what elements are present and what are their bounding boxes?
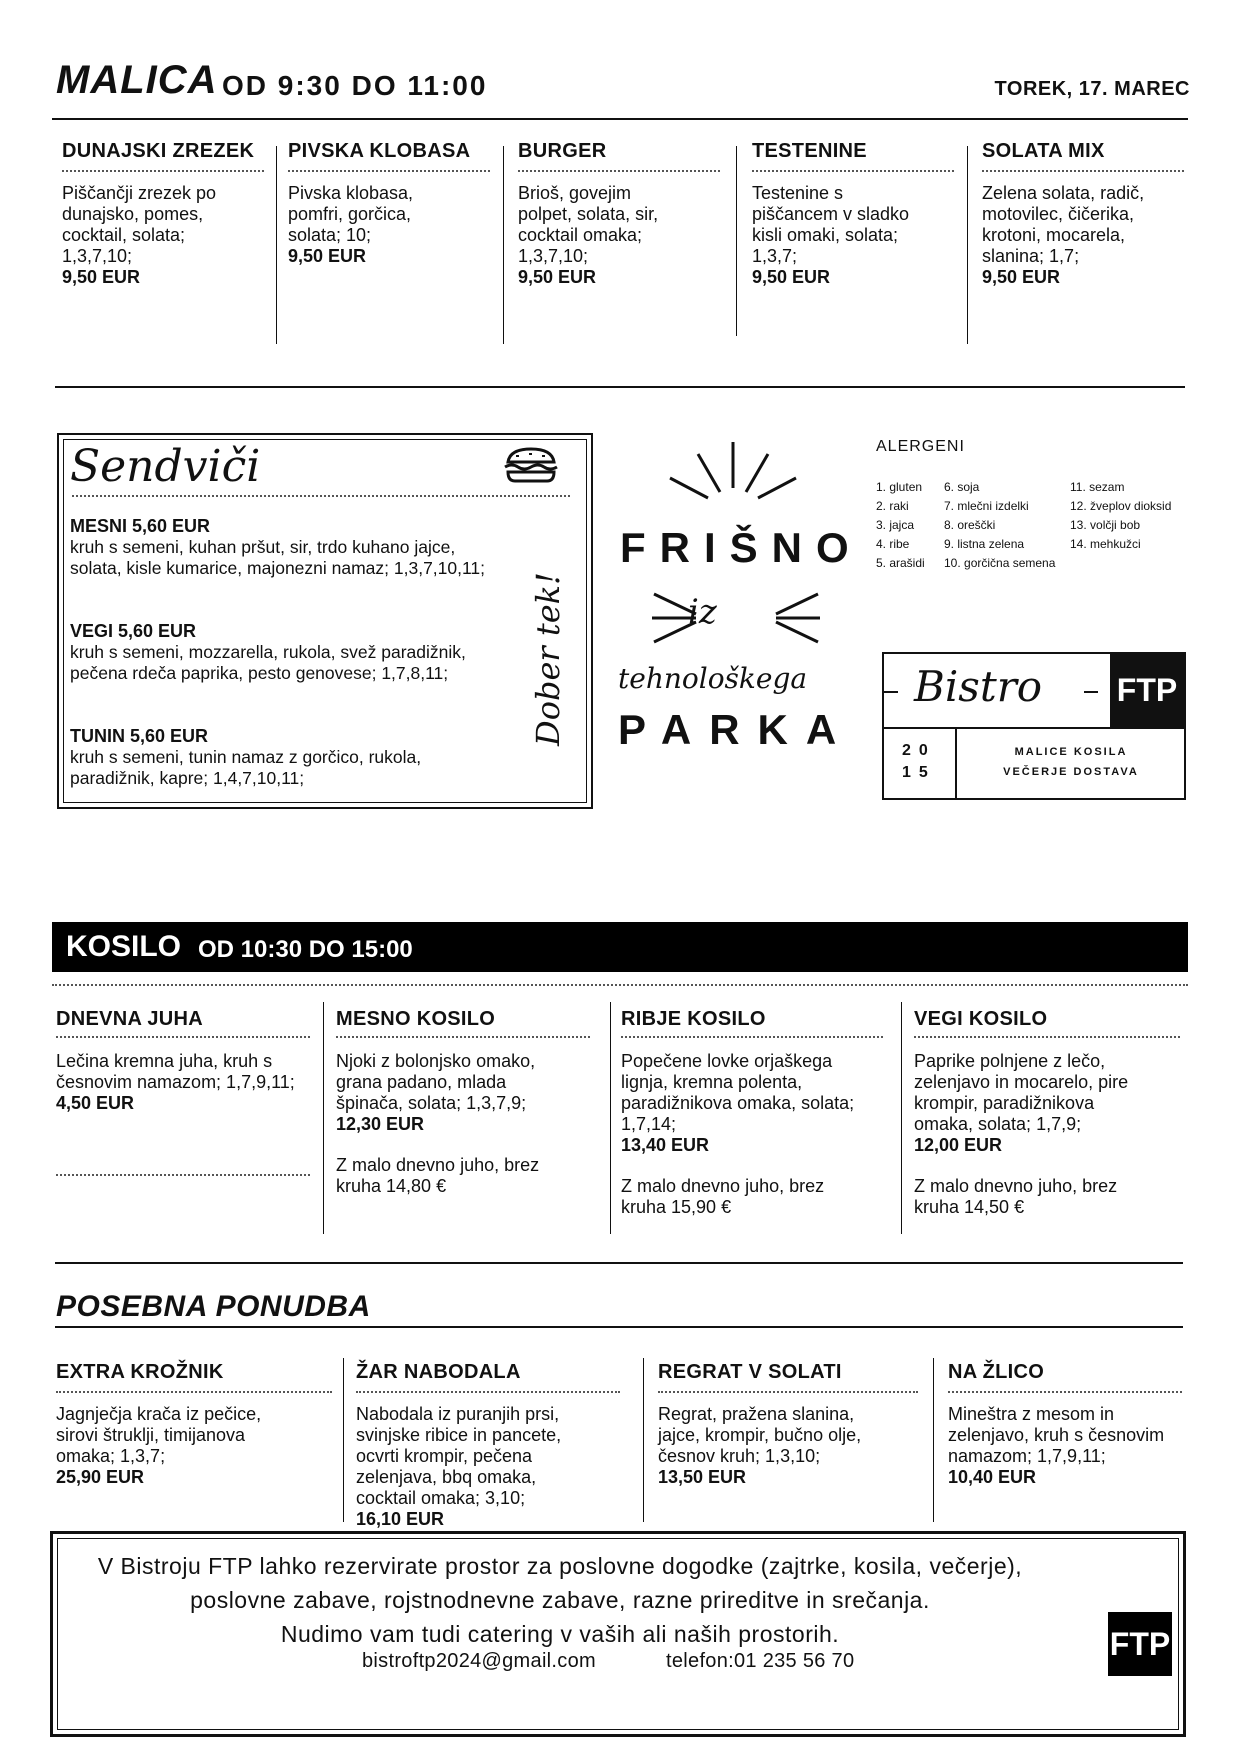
kosilo-item-desc: Lečina kremna juha, kruh s česnovim namazom; 1,7,9,11; 4,50 EUR	[56, 1051, 295, 1113]
footer-phone[interactable]: telefon:01 235 56 70	[666, 1650, 855, 1672]
sendvic-heading: MESNI 5,60 EUR	[70, 516, 211, 536]
kosilo-item-title: VEGI KOSILO	[914, 1008, 1048, 1030]
column-divider	[503, 146, 504, 344]
column-divider	[901, 1002, 902, 1234]
price: 13,50 EUR	[658, 1467, 747, 1487]
price: 16,10 EUR	[356, 1509, 445, 1529]
footer-text-line: V Bistroju FTP lahko rezervirate prostor za poslovne dogodke (zajtrke, kosila, večerje),	[97, 1553, 1023, 1579]
sendvic-heading: TUNIN 5,60 EUR	[70, 726, 209, 746]
sendvic-desc: kruh s semeni, tunin namaz z gorčico, rukola, paradižnik, kapre; 1,4,7,10,11;	[70, 747, 422, 788]
kosilo-time: OD 10:30 DO 15:00	[198, 936, 413, 963]
price: 9,50 EUR	[62, 267, 141, 287]
posebna-item-desc: Mineštra z mesom in zelenjavo, kruh s česnovim namazom; 1,7,9,11; 10,40 EUR	[948, 1404, 1165, 1487]
dotted-divider	[56, 1391, 332, 1393]
kosilo-item-desc: Paprike polnjene z lečo, zelenjavo in mocarelo, pire krompir, paradižnikova omaka, solata; 1,7,9; 12,00 EUR Z malo dnevno juho, brez kruha 14,50 €	[914, 1051, 1129, 1217]
dotted-divider	[658, 1391, 918, 1393]
dotted-divider	[288, 170, 490, 172]
sandwich-icon	[502, 446, 560, 489]
posebna-item-title: REGRAT V SOLATI	[658, 1361, 842, 1383]
malica-title: MALICA	[56, 58, 218, 102]
sunburst-top-icon	[668, 440, 798, 507]
malica-item-desc: Testenine s piščancem v sladko kisli omaki, solata; 1,3,7; 9,50 EUR	[752, 183, 910, 287]
logo-parka: PARKA	[618, 706, 855, 753]
alergeni-list: 1. gluten 2. raki 3. jajca 4. ribe 5. arašidi	[876, 480, 925, 570]
dotted-divider	[56, 1036, 310, 1038]
column-divider	[933, 1358, 934, 1522]
bistro-logo	[882, 652, 1186, 800]
footer-text-line: poslovne zabave, rojstnodnevne zabave, razne prireditve in srečanja.	[190, 1587, 930, 1613]
malica-item-title: TESTENINE	[752, 140, 867, 162]
price: 9,50 EUR	[982, 267, 1061, 287]
posebna-item-desc: Nabodala iz puranjih prsi, svinjske ribice in pancete, ocvrti krompir, pečena zelenjava, bbq omaka, cocktail omaka; 3,10; 16,10 EUR	[356, 1404, 562, 1529]
column-divider	[610, 1002, 611, 1234]
dotted-divider	[752, 170, 954, 172]
dotted-divider	[52, 984, 1188, 986]
dotted-divider	[948, 1391, 1182, 1393]
price: 9,50 EUR	[518, 267, 597, 287]
logo-tehnoloskega: tehnološkega	[618, 662, 808, 695]
sendvic-desc: kruh s semeni, kuhan pršut, sir, trdo kuhano jajce, solata, kisle kumarice, majonezni namaz; 1,3,7,10,11;	[70, 537, 486, 578]
footer-ftp-badge: FTP	[1108, 1612, 1172, 1676]
malica-item-title: BURGER	[518, 140, 607, 162]
header-divider	[52, 118, 1188, 120]
price: 25,90 EUR	[56, 1467, 145, 1487]
posebna-item-title: NA ŽLICO	[948, 1361, 1045, 1383]
bistro-logo-badge: FTP	[1110, 654, 1184, 727]
kosilo-item-title: MESNO KOSILO	[336, 1008, 496, 1030]
price: 10,40 EUR	[948, 1467, 1037, 1487]
malica-item-title: DUNAJSKI ZREZEK	[62, 140, 255, 162]
dotted-divider	[982, 170, 1184, 172]
malica-item-desc: Zelena solata, radič, motovilec, čičerika, krotoni, mocarela, slanina; 1,7; 9,50 EUR	[982, 183, 1145, 287]
posebna-item-title: ŽAR NABODALA	[356, 1361, 521, 1383]
posebna-item-desc: Regrat, pražena slanina, jajce, krompir, bučno olje, česnov kruh; 1,3,10; 13,50 EUR	[658, 1404, 862, 1487]
soup-note: Z malo dnevno juho, brez kruha 15,90 €	[621, 1176, 825, 1217]
kosilo-header	[52, 922, 1188, 972]
posebna-item-desc: Jagnječja krača iz pečice, sirovi štruklji, timijanova omaka; 1,3,7; 25,90 EUR	[56, 1404, 262, 1487]
alergeni-list: 11. sezam 12. žveplov dioksid 13. volčji bob 14. mehkužci	[1070, 480, 1172, 551]
malica-item-title: PIVSKA KLOBASA	[288, 140, 471, 162]
dotted-divider	[621, 1036, 883, 1038]
alergeni-title: ALERGENI	[876, 438, 965, 455]
kosilo-item-desc: Njoki z bolonjsko omako, grana padano, mlada špinača, solata; 1,3,7,9; 12,30 EUR Z malo dnevno juho, brez kruha 14,80 €	[336, 1051, 540, 1196]
posebna-title: POSEBNA PONUDBA	[56, 1290, 371, 1323]
bistro-logo-year: 20 15	[902, 742, 936, 781]
price: 9,50 EUR	[752, 267, 831, 287]
dober-tek-text: Dober tek!	[529, 572, 567, 746]
menu-date: TOREK, 17. MAREC	[994, 78, 1190, 100]
alergeni-list: 6. soja 7. mlečni izdelki 8. oreščki 9. listna zelena 10. gorčična semena	[944, 480, 1056, 570]
footer-email-link[interactable]: bistroftp2024@gmail.com	[362, 1650, 596, 1672]
soup-note: Z malo dnevno juho, brez kruha 14,50 €	[914, 1176, 1118, 1217]
kosilo-item-title: RIBJE KOSILO	[621, 1008, 766, 1030]
malica-time: OD 9:30 DO 11:00	[222, 70, 488, 101]
dotted-divider	[914, 1036, 1180, 1038]
malica-item-title: SOLATA MIX	[982, 140, 1105, 162]
price: 9,50 EUR	[288, 246, 367, 266]
price: 12,30 EUR	[336, 1114, 425, 1134]
dotted-divider	[56, 1174, 310, 1176]
section-divider	[55, 1326, 1183, 1328]
logo-frisno: FRIŠNO	[620, 524, 863, 571]
malica-item-desc: Piščančji zrezek po dunajsko, pomes, cocktail, solata; 1,3,7,10; 9,50 EUR	[62, 183, 217, 287]
column-divider	[343, 1358, 344, 1522]
dotted-divider	[518, 170, 720, 172]
price: 12,00 EUR	[914, 1135, 1003, 1155]
section-divider	[55, 1262, 1183, 1264]
bistro-logo-tags: MALICE KOSILA VEČERJE DOSTAVA	[1003, 746, 1139, 778]
dotted-divider	[62, 170, 264, 172]
sendvic-heading: VEGI 5,60 EUR	[70, 621, 197, 641]
posebna-item-title: EXTRA KROŽNIK	[56, 1361, 224, 1383]
malica-item-desc: Pivska klobasa, pomfri, gorčica, solata; 10; 9,50 EUR	[288, 183, 414, 266]
kosilo-item-title: DNEVNA JUHA	[56, 1008, 204, 1030]
kosilo-item-desc: Popečene lovke orjaškega lignja, kremna polenta, paradižnikova omaka, solata; 1,7,14; 13,40 EUR Z malo dnevno juho, brez kruha 15,90 €	[621, 1051, 855, 1217]
malica-item-desc: Brioš, govejim polpet, solata, sir, cocktail omaka; 1,3,7,10; 9,50 EUR	[518, 183, 659, 287]
column-divider	[323, 1002, 324, 1234]
sendvici-title: Sendviči	[70, 441, 261, 492]
sendvic-desc: kruh s semeni, mozzarella, rukola, svež paradižnik, pečena rdeča paprika, pesto genovese; 1,7,8,11;	[70, 642, 466, 683]
price: 4,50 EUR	[56, 1093, 135, 1113]
footer-text-line: Nudimo vam tudi catering v vaših ali naših prostorih.	[280, 1621, 840, 1647]
bistro-logo-name: Bistro	[914, 662, 1043, 711]
column-divider	[967, 146, 968, 344]
price: 13,40 EUR	[621, 1135, 710, 1155]
sunburst-right-icon	[770, 590, 822, 651]
section-divider	[55, 386, 1185, 388]
dotted-divider	[336, 1036, 590, 1038]
soup-note: Z malo dnevno juho, brez kruha 14,80 €	[336, 1155, 540, 1196]
column-divider	[643, 1358, 644, 1522]
dotted-divider	[356, 1391, 620, 1393]
column-divider	[276, 146, 277, 344]
logo-iz: iz	[688, 592, 717, 632]
dotted-divider	[72, 495, 570, 497]
column-divider	[736, 146, 737, 336]
kosilo-title: KOSILO	[66, 930, 182, 963]
